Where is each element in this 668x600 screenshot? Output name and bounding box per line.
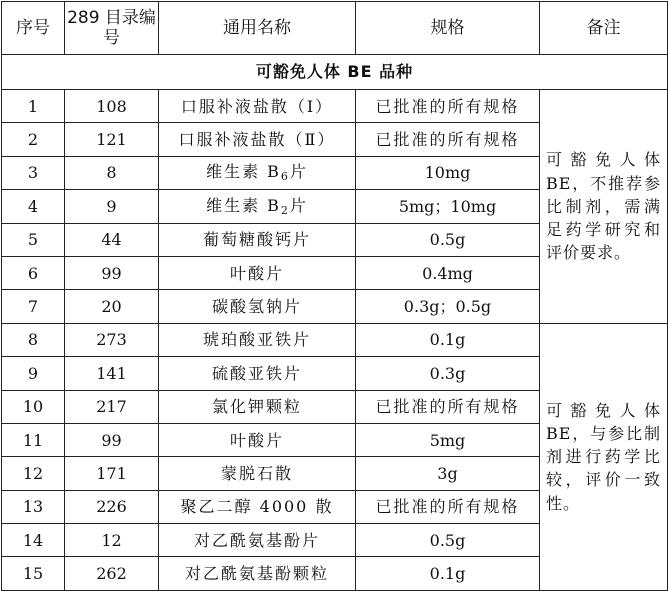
row-name <box>159 156 356 189</box>
row-spec: 10mg <box>356 156 540 189</box>
row-no: 12 <box>2 457 65 490</box>
header-name: 通用名称 <box>159 2 356 55</box>
name-prefix: 维生素 B <box>206 162 281 182</box>
row-no: 6 <box>2 256 65 289</box>
row-spec: 已批准的所有规格 <box>356 123 540 156</box>
row-no: 3 <box>2 156 65 189</box>
row-no: 11 <box>2 423 65 456</box>
header-row <box>2 2 668 55</box>
row-name <box>159 190 356 223</box>
row-name: 对乙酰氨基酚颗粒 <box>159 557 356 590</box>
row-no: 4 <box>2 190 65 223</box>
row-no: 15 <box>2 557 65 590</box>
row-name: 硫酸亚铁片 <box>159 357 356 390</box>
row-catalog: 262 <box>65 557 159 590</box>
row-name: 对乙酰氨基酚片 <box>159 524 356 557</box>
row-no: 9 <box>2 357 65 390</box>
row-no: 14 <box>2 524 65 557</box>
row-name: 蒙脱石散 <box>159 457 356 490</box>
row-catalog: 121 <box>65 123 159 156</box>
row-no: 1 <box>2 90 65 123</box>
row-spec: 0.3g <box>356 357 540 390</box>
row-spec: 5mg <box>356 423 540 456</box>
section-title: 可豁免人体 BE 品种 <box>2 55 668 90</box>
section-row <box>2 55 668 90</box>
row-no: 2 <box>2 123 65 156</box>
drug-table <box>1 1 668 591</box>
name-prefix: 维生素 B <box>206 195 281 215</box>
row-catalog: 44 <box>65 223 159 256</box>
row-name: 聚乙二醇 4000 散 <box>159 490 356 523</box>
name-subscript: 6 <box>280 170 290 184</box>
row-catalog: 217 <box>65 390 159 423</box>
row-spec: 已批准的所有规格 <box>356 490 540 523</box>
row-no: 5 <box>2 223 65 256</box>
row-catalog: 20 <box>65 290 159 323</box>
header-remark: 备注 <box>540 2 668 55</box>
row-catalog: 12 <box>65 524 159 557</box>
row-no: 13 <box>2 490 65 523</box>
row-name: 口服补液盐散（Ⅱ） <box>159 123 356 156</box>
row-no: 10 <box>2 390 65 423</box>
row-catalog: 226 <box>65 490 159 523</box>
row-catalog: 171 <box>65 457 159 490</box>
header-catalog-no: 289 目录编号 <box>65 2 159 55</box>
row-spec: 0.1g <box>356 323 540 356</box>
row-name: 叶酸片 <box>159 423 356 456</box>
row-spec: 已批准的所有规格 <box>356 90 540 123</box>
row-catalog: 8 <box>65 156 159 189</box>
row-catalog: 108 <box>65 90 159 123</box>
row-spec: 0.3g；0.5g <box>356 290 540 323</box>
row-no: 8 <box>2 323 65 356</box>
remark-group-1: 可豁免人体BE，不推荐参比制剂，需满足药学研究和评价要求。 <box>540 90 668 324</box>
row-name: 口服补液盐散（Ⅰ） <box>159 90 356 123</box>
name-suffix: 片 <box>289 195 308 215</box>
row-catalog: 141 <box>65 357 159 390</box>
row-catalog: 99 <box>65 256 159 289</box>
header-no: 序号 <box>2 2 65 55</box>
row-catalog: 9 <box>65 190 159 223</box>
name-suffix: 片 <box>289 162 308 182</box>
table-row <box>2 90 668 123</box>
row-name: 叶酸片 <box>159 256 356 289</box>
row-name: 碳酸氢钠片 <box>159 290 356 323</box>
remark-group-2: 可豁免人体BE，与参比制剂进行药学比较，评价一致性。 <box>540 323 668 590</box>
header-spec: 规格 <box>356 2 540 55</box>
row-spec: 5mg；10mg <box>356 190 540 223</box>
row-spec: 已批准的所有规格 <box>356 390 540 423</box>
row-spec: 0.5g <box>356 223 540 256</box>
row-spec: 0.1g <box>356 557 540 590</box>
row-spec: 3g <box>356 457 540 490</box>
row-spec: 0.5g <box>356 524 540 557</box>
table-row <box>2 323 668 356</box>
name-subscript: 2 <box>280 203 290 217</box>
row-spec: 0.4mg <box>356 256 540 289</box>
row-no: 7 <box>2 290 65 323</box>
row-name: 琥珀酸亚铁片 <box>159 323 356 356</box>
row-catalog: 273 <box>65 323 159 356</box>
row-catalog: 99 <box>65 423 159 456</box>
row-name: 氯化钾颗粒 <box>159 390 356 423</box>
row-name: 葡萄糖酸钙片 <box>159 223 356 256</box>
